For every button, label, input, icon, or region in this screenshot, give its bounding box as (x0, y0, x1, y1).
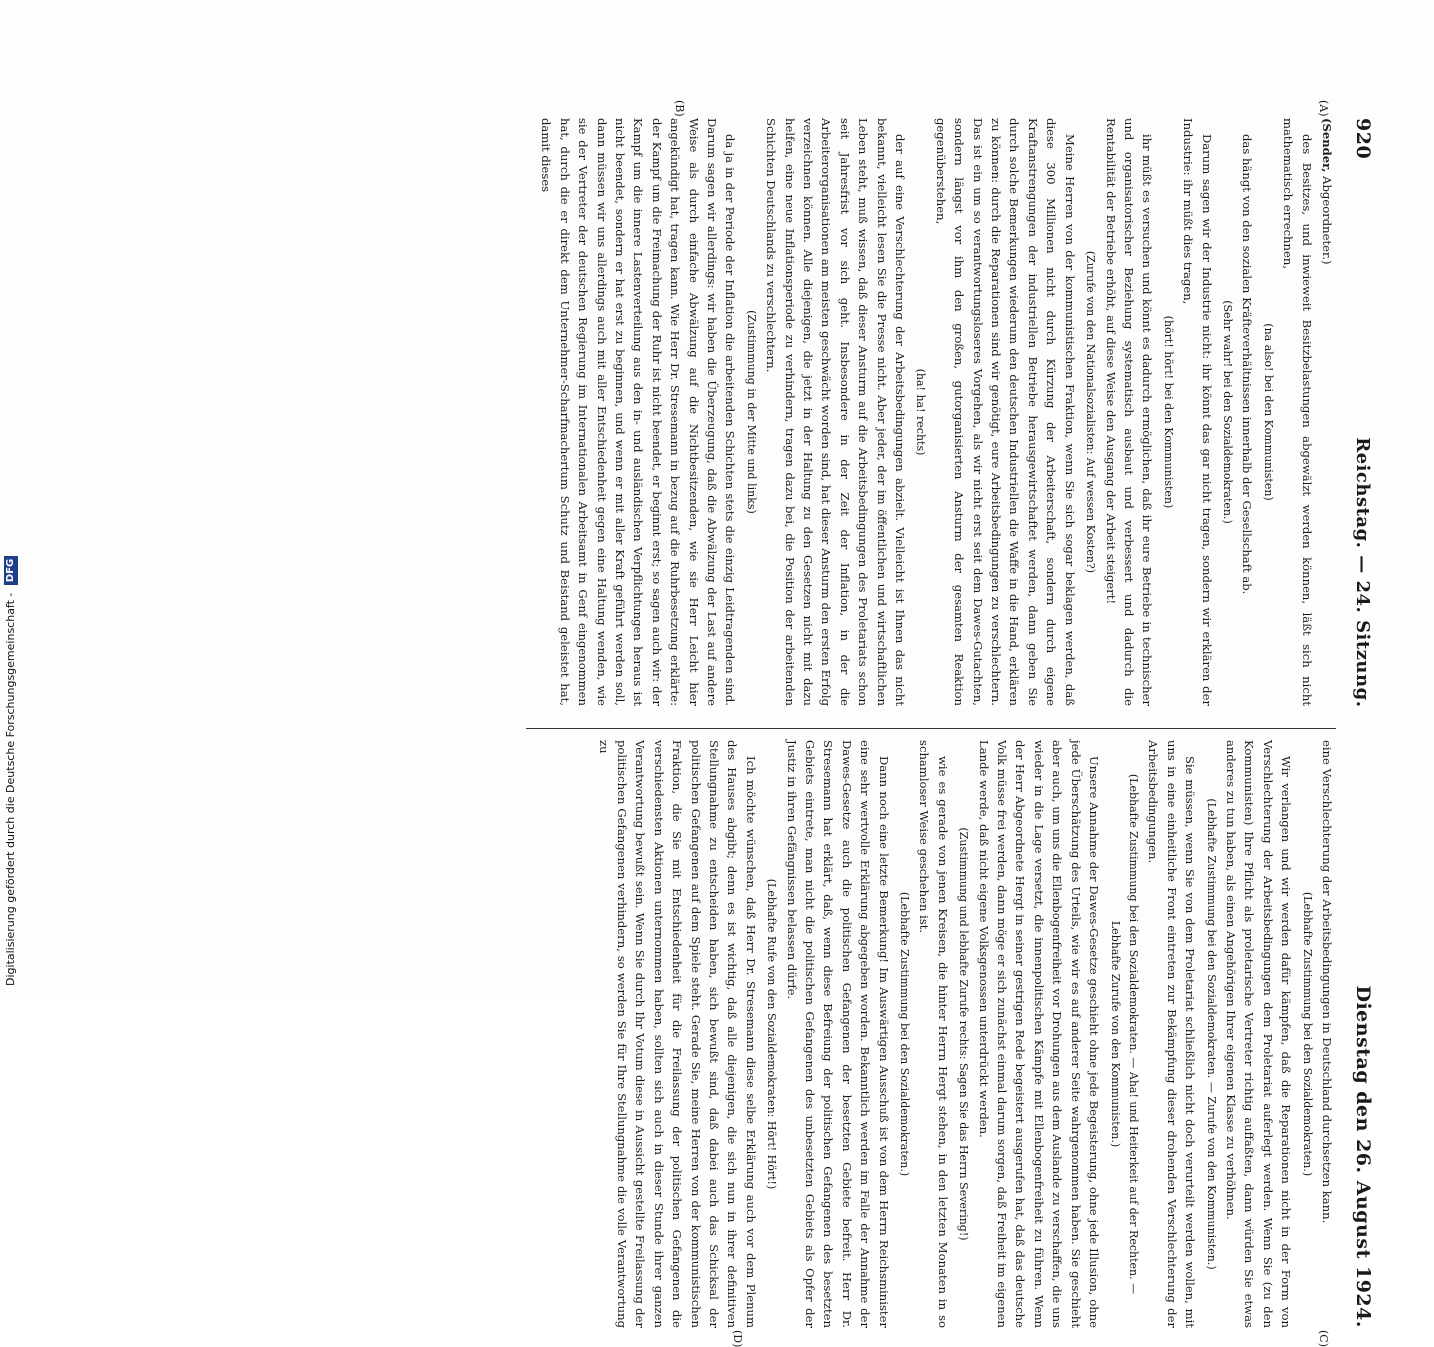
interjection: (Zustimmung in der Mitte und links) (744, 310, 758, 514)
paragraph: Unsere Annahme der Dawes-Gesetze geschieht ohne jede Begeisterung, ohne jede Illusion, ohne jede Überschätzung des Urteils, wie wir es auf anderer Seite wahrgenommen haben. Sie geschieht aber auch, um uns die Ellenbogenfreiheit vor Drohungen aus dem Auslande zu verschaffen, die uns wieder in die Lage versetzt, die innenpolitischen Kämpfe mit Ellenbogenfreiheit zu führen. Wenn der Herr Abgeordnete Hergt in seiner gestrigen Rede begeistert ausgerufen hat, daß das deutsche Volk müsse frei werden, dann möge er sich zunächst einmal darum sorgen, daß Freiheit im eigenen Lande werde, daß nicht eigene Volksgenossen unterdrückt werden. (976, 740, 1102, 1328)
paragraph: Dann noch eine letzte Bemerkung! Im Auswärtigen Ausschuß ist von dem Herrn Reichsminister eine sehr wertvolle Erklärung abgegeben worden. Bekanntlich werden im Falle der Annahme der Dawes-Gesetze auch die politischen Gefangenen der besetzten Gebiete befreit. Herr Dr. Stresemann hat erklärt, daß, wenn diese Befreiung der politischen Gefangenen des besetzten Gebiets eintrete, man nicht die politischen Gefangenen des unbesetzten Gebiets als Opfer der Justiz in ihren Gefängnissen belassen dürfe. (784, 740, 891, 1328)
speaker-name: (Sender, (1320, 118, 1334, 173)
speaker-line (1318, 118, 1336, 706)
margin-mark-a: (A) (1317, 100, 1330, 117)
digitization-credit-strip (2, 0, 20, 1000)
interjection: (Sehr wahr! bei den Sozialdemokraten.) (1220, 300, 1234, 524)
paragraph: Meine Herren von der kommunistischen Fraktion, wenn Sie sich sogar beklagen werden, daß diese 300 Millionen nicht durch Kürzung der Arbeiterschaft, sondern durch eigene Kraftanstrengungen der industriellen Betriebe herausgewirtschaftet werden, dann geben Sie durch solche Bemerkungen wiederum den deutschen Industriellen die Waffe in die Hand, erklären zu können: durch die Reparationen sind wir genötigt, eure Arbeitsbedingungen zu verschlechtern. Das ist ein um so verantwortungsloseres Vorgehen, als wir nicht erst seit dem Dawes-Gutachten, sondern längst vor ihm den großen, gutorganisierten Ansturm der gesamten Reaktion gegenüberstehen, (933, 118, 1077, 706)
paragraph: Sie müssen, wenn Sie von dem Proletariat schließlich nicht doch verurteilt werden wollen, mit uns in eine einheitliche Front eintreten zur Bekämpfung dieser drohenden Verschlechterung der Arbeitsbedingungen. (1146, 740, 1198, 1328)
page-number: 920 (1352, 118, 1374, 160)
paragraph: das hängt von den sozialen Kräfteverhältnissen innerhalb der Gesellschaft ab. (1240, 134, 1255, 595)
interjection: (hört! hört! bei den Kommunisten) (1161, 315, 1175, 509)
digitization-credit (2, 0, 20, 1000)
paragraph: der auf eine Verschlechterung der Arbeitsbedingungen abzielt. Vielleicht ist Ihnen das nicht bekannt, vielleicht lesen Sie die Presse nicht. Aber jeder, der im öffentlichen und wirtschaftlichen Leben steht, muß wissen, daß dieser Ansturm auf die Arbeitsbedingungen des Proletariats schon seit Jahresfrist vor sich geht. Insbesondere in der Zeit der Inflation, in der die Arbeiterorganisationen am meisten geschwächt worden sind, hat dieser Ansturm den ersten Erfolg verzeichnen können. Alle diejenigen, die jetzt in der Haltung zu den Gesetzen nicht mit dazu helfen, eine neue Inflationsperiode zu verhindern, tragen dazu bei, die Position der arbeitenden Schichten Deutschlands zu verschlechtern. (764, 118, 908, 706)
speaker-role: Abgeordneter.) (1320, 176, 1334, 265)
left-text-column (535, 118, 1336, 706)
margin-mark-b: (B) (673, 100, 686, 117)
paragraph: Darum sagen wir der Industrie nicht: ihr könnt das gar nicht tragen, sondern wir erklären der Industrie: ihr müßt dies tragen, (1181, 118, 1214, 706)
paragraph: wie es gerade von jenen Kreisen, die hinter Herrn Hergt stehen, in den letzten Monaten in so schamloser Weise geschehen ist. (917, 740, 950, 1328)
paragraph: da ja in der Periode der Inflation die arbeitenden Schichten stets die einzig Leidtragenden sind. Darum sagen wir allerdings: wir haben die Überzeugung, daß die Abwälzung der Last auf andere Weise als durch einfache Abwälzung auf die Nichtbesitzenden, wie sie Herr Leicht hier angekündigt hat, tragen kann. Wie Herr Dr. Stresemann in bezug auf die Ruhrbesetzung erklärte: der Kampf um die Freimachung der Ruhr ist nicht beendet, er beginnt erst; so sagen auch wir: der Kampf um die innere Lastenverteilung aus den in- und ausländischen Verpflichtungen heraus ist nicht beendet, sondern er hat erst zu beginnen, und wenn er mit aller Kraft geführt werden soll, dann müssen wir uns allerdings auch mit aller Entschiedenheit gegen eine Haltung wenden, wie sie der Vertreter der deutschen Regierung im Internationalen Arbeitsamt in Genf eingenommen hat, durch die er direkt dem Unternehmer-Scharfmachertum Schutz und Beistand geleistet hat, damit dieses (539, 118, 738, 706)
interjection: (Zurufe von den Nationalsozialisten: Auf wessen Kosten?) (1084, 250, 1098, 574)
interjection: (Lebhafte Rufe von den Sozialdemokraten: Hört! Hört!) (765, 878, 779, 1190)
interjection: (ha! ha! rechts) (914, 368, 928, 456)
dfg-logo: DFG (4, 556, 18, 585)
interjection: (Zustimmung und lebhafte Zurufe rechts: Sagen Sie das Herrn Severing!) (957, 827, 971, 1241)
credit-text: Digitalisierung gefördert durch die Deutsche Forschungsgemeinschaft - (4, 592, 17, 986)
session-date: Dienstag den 26. August 1924. (1352, 985, 1374, 1328)
paragraph: ihr müßt es versuchen und könnt es dadurch ermöglichen, daß ihr eure Betriebe in technischer und organisatorischer Beziehung systematisch ausbaut und verbessert und dadurch die Rentabilität der Betriebe erhöht, auf diese Weise den Ausgang der Arbeit steigert! (1103, 118, 1155, 706)
paragraph: des Besitzes, und inwieweit Besitzbelastungen abgewälzt werden können, läßt sich nicht mathematisch errechnen, (1281, 118, 1314, 706)
running-head (1352, 118, 1374, 1328)
margin-mark-c: (C) (1317, 1330, 1330, 1347)
interjection: (Lebhafte Zustimmung bei den Sozialdemokraten. — Aha! und Heiterkeit auf der Rechten. — Lebhafte Zurufe von den Kommunisten.) (1108, 773, 1140, 1295)
interjection: (Lebhafte Zustimmung bei den Sozialdemokraten. — Zurufe von den Kommunisten.) (1204, 798, 1218, 1270)
paragraph: eine Verschlechterung der Arbeitsbedingungen in Deutschland durchsetzen kann. (1320, 740, 1334, 1224)
interjection: (Lebhafte Zustimmung bei den Sozialdemokraten.) (1300, 891, 1314, 1177)
paragraph: Ich möchte wünschen, daß Herr Dr. Stresemann diese selbe Erklärung auch vor dem Plenum des Hauses abgibt; denn es ist wichtig, daß alle diejenigen, die sich nun in ihrer definitiven Stellungnahme zu entscheiden haben, sich bewußt sind, daß dabei auch das Schicksal der politischen Gefangenen auf dem Spiele steht. Gerade Sie, meine Herren von der kommunistischen Fraktion, die Sie mit Entschiedenheit für die Freilassung der politischen Gefangenen die verschiedensten Aktionen unternommen haben, sollten sich auch in dieser Stunde ihrer ganzen Verantwortung bewußt sein. Wenn Sie durch Ihr Votum diese in Aussicht gestellte Freilassung der politischen Gefangenen verhindern, so werden Sie für Ihre Stellungnahme die volle Verantwortung zu (596, 740, 758, 1328)
interjection: (na also! bei den Kommunisten) (1261, 323, 1275, 501)
right-text-column (592, 740, 1336, 1328)
column-divider (526, 728, 1336, 729)
margin-mark-d: (D) (731, 1330, 744, 1347)
session-title: Reichstag. — 24. Sitzung. (1352, 437, 1373, 708)
interjection: (Lebhafte Zustimmung bei den Sozialdemokraten.) (898, 891, 912, 1177)
paragraph: Wir verlangen und wir werden dafür kämpfen, daß die Reparationen nicht in der Form von Verschlechterung der Arbeitsbedingungen dem Proletariat auferlegt werden. Wenn Sie (zu den Kommunisten) Ihre Pflicht als proletarische Vertreter richtig auffaßten, dann würden Sie etwas anderes zu tun haben, als einen Angehörigen Ihrer eigenen Klasse zu verhöhnen. (1223, 740, 1294, 1328)
